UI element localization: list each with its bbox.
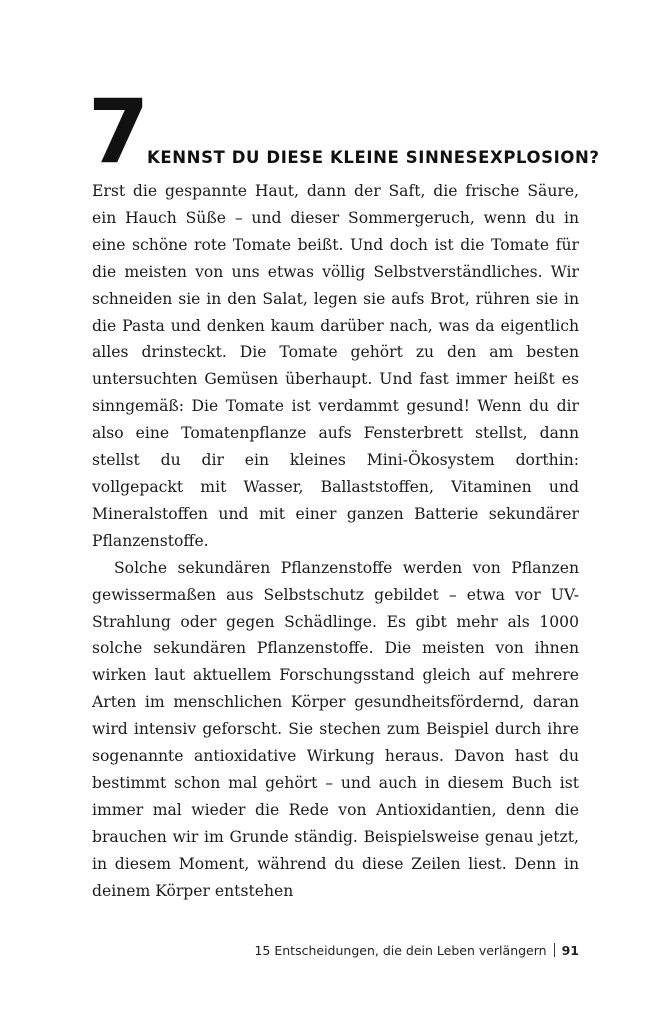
paragraph-1: Erst die gespannte Haut, dann der Saft, die frische Säure, ein Hauch Süße – und dieser Sommergeruch, wenn du in eine schöne rote Tomate beißt. Und doch ist die Tomate für die meisten von uns etwas völlig Selbstverständliches. Wir schneiden sie in den Salat, legen sie aufs Brot, rühren sie in die Pasta und denken kaum darüber nach, was da eigentlich alles drinsteckt. Die Tomate gehört zu den am besten untersuchten Gemüsen überhaupt. Und fast immer heißt es sinngemäß: Die Tomate ist verdammt gesund! Wenn du dir also eine Tomatenpflanze aufs Fensterbrett stellst, dann stellst du dir ein kleines Mini-Ökosystem dorthin: vollgepackt mit Wasser, Ballaststoffen, Vitaminen und Mineralstoffen und mit einer ganzen Batterie sekundärer Pflanzenstoffe. [92, 182, 579, 550]
chapter-heading [88, 80, 600, 183]
chapter-number: 7 [88, 80, 146, 183]
paragraph-2: Solche sekundären Pflanzenstoffe werden von Pflanzen gewissermaßen aus Selbstschutz gebildet – etwa vor UV-Strahlung oder gegen Schädlinge. Es gibt mehr als 1000 solche sekundären Pflanzenstoffe. Die meisten von ihnen wirken laut aktuellem Forschungsstand gleich auf mehrere Arten im menschlichen Körper gesundheitsfördernd, daran wird intensiv geforscht. Sie stechen zum Beispiel durch ihre sogenannte antioxidative Wirkung heraus. Davon hast du bestimmt schon mal gehört – und auch in diesem Buch ist immer mal wieder die Rede von Antioxidantien, denn die brauchen wir im Grunde ständig. Beispielsweise genau jetzt, in diesem Moment, während du diese Zeilen liest. Denn in deinem Körper entstehen [92, 558, 579, 900]
page-content [88, 80, 600, 904]
footer-book-title: 15 Entscheidungen, die dein Leben verlängern [254, 943, 547, 958]
chapter-title: KENNST DU DIESE KLEINE SINNESEXPLOSION? [147, 148, 600, 167]
footer-separator [554, 943, 555, 957]
page-footer [0, 943, 579, 958]
page-number: 91 [561, 943, 579, 958]
